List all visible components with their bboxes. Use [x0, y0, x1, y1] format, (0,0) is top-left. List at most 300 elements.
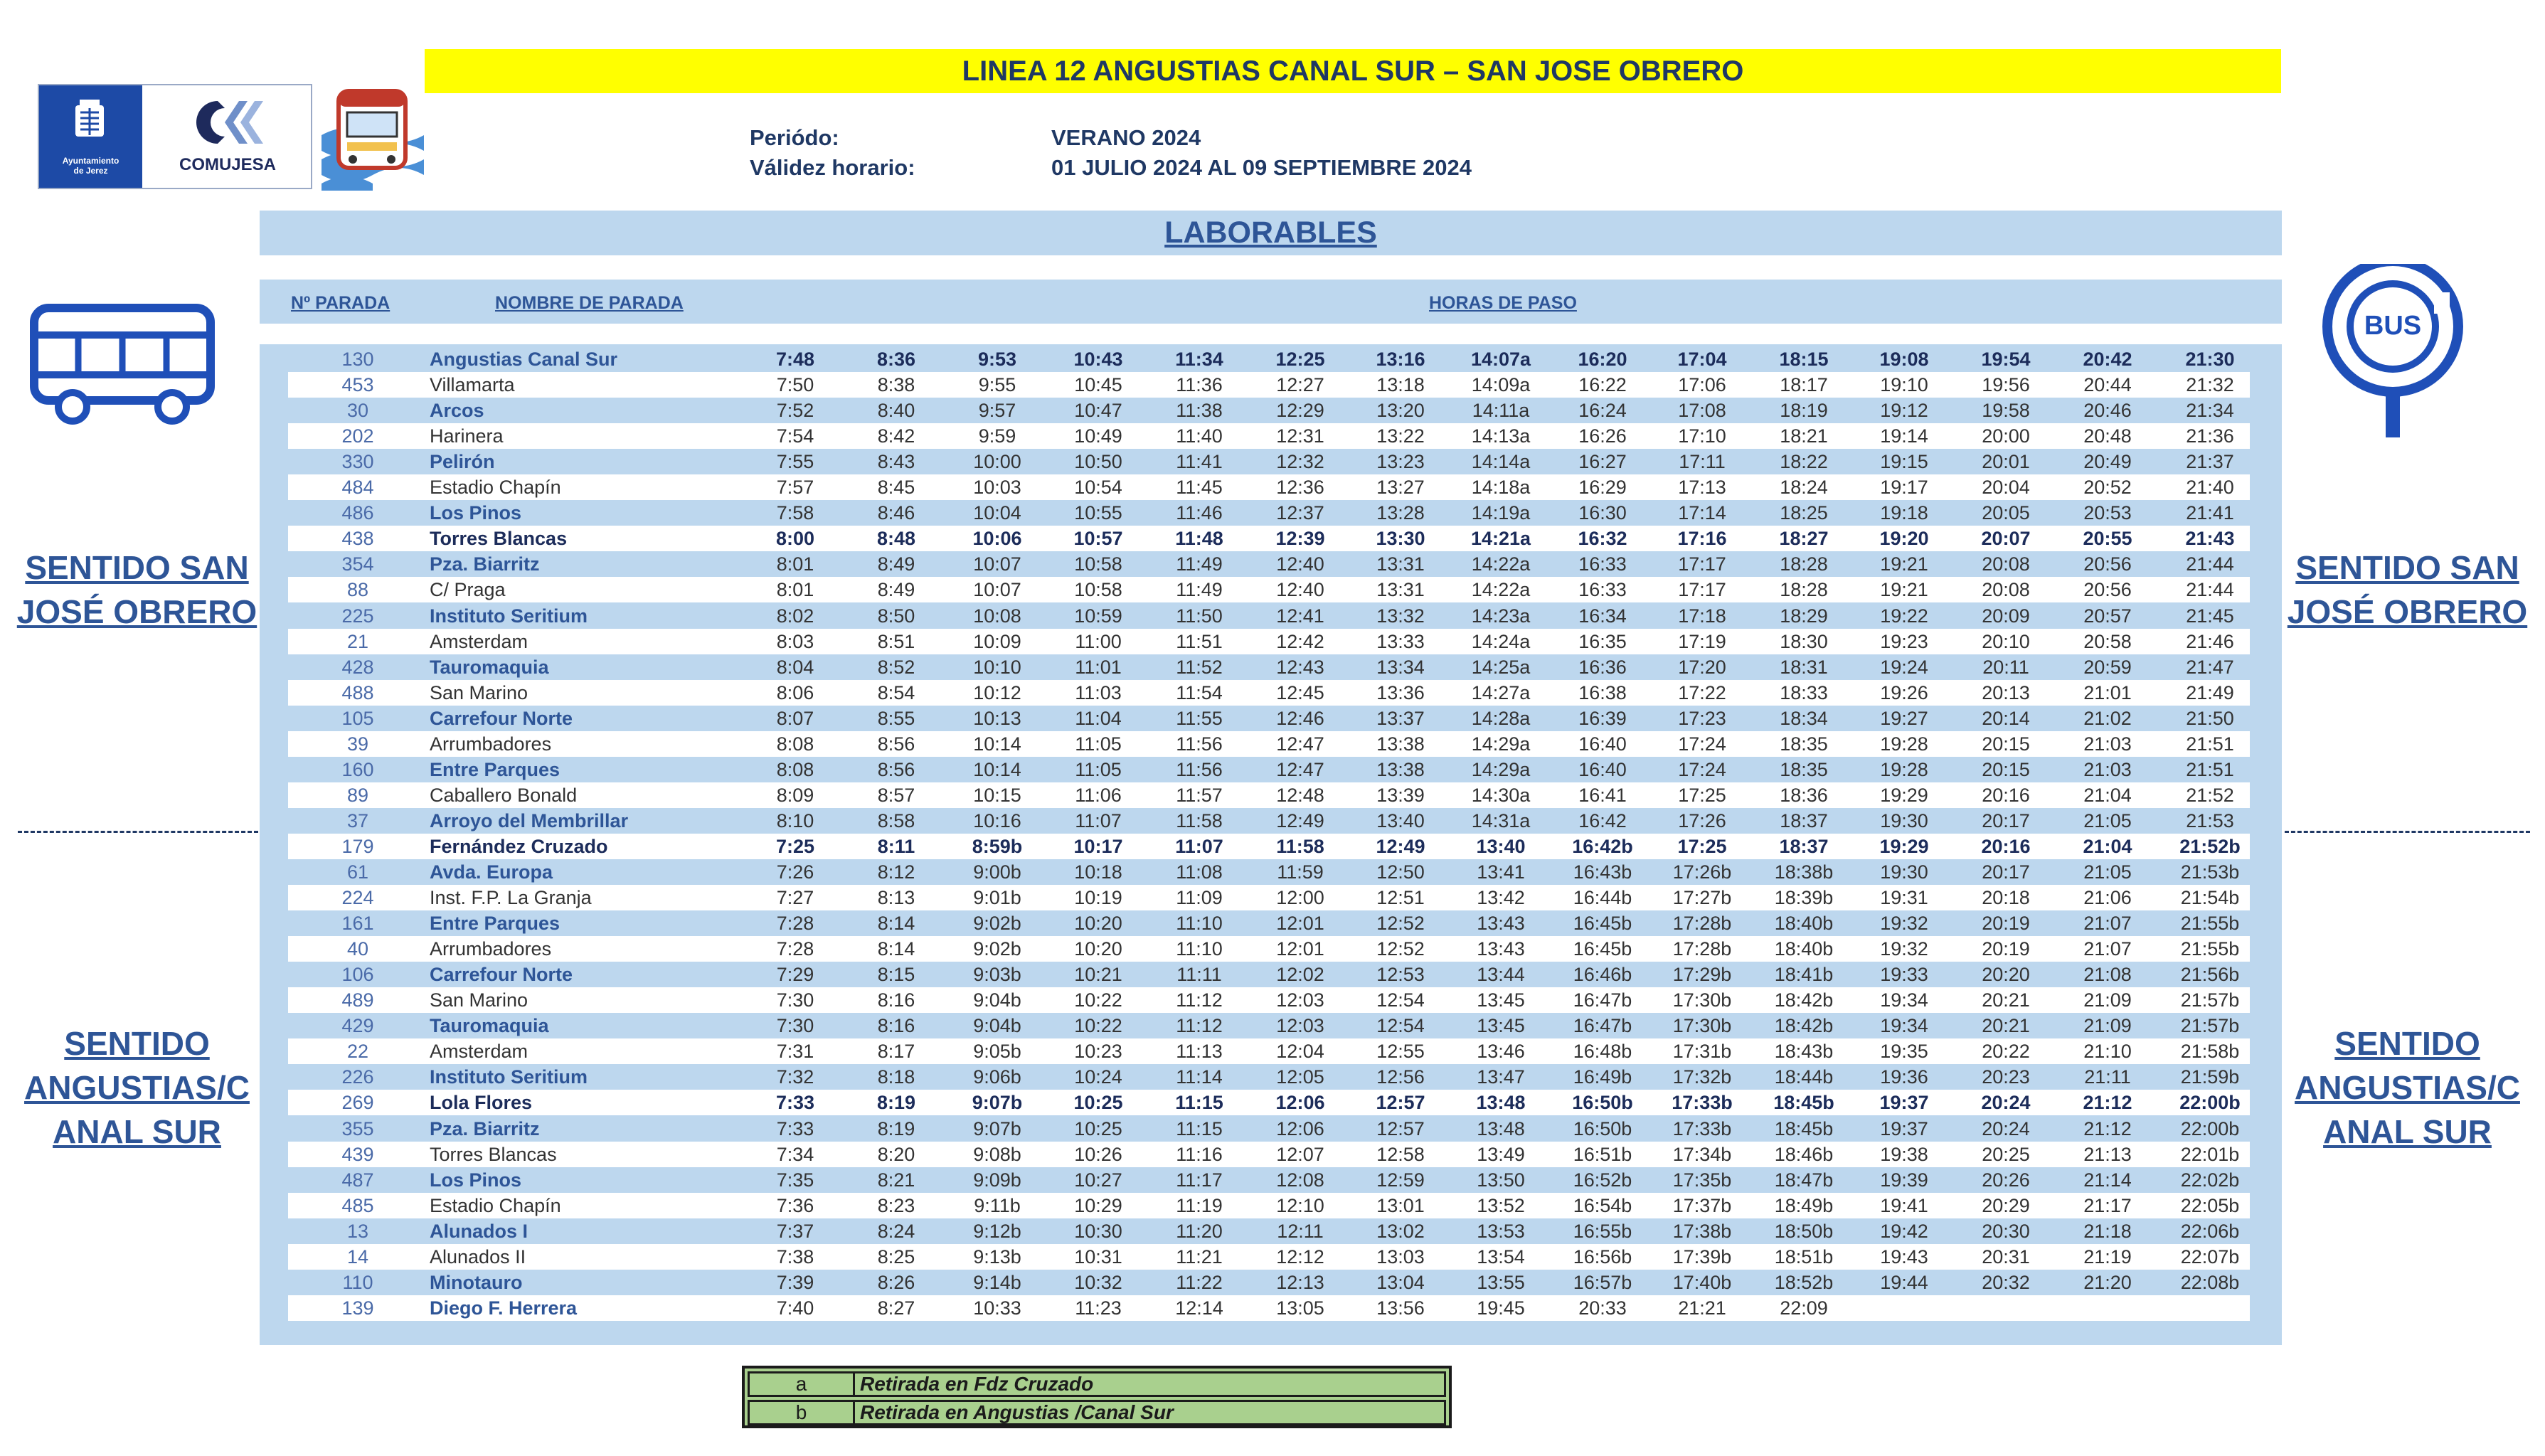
- departure-time: 18:43b: [1774, 1041, 1834, 1062]
- departure-time: 13:34: [1376, 657, 1425, 678]
- departure-time: 16:50b: [1573, 1118, 1632, 1139]
- stop-number: 224: [341, 887, 374, 908]
- departure-time: 13:20: [1376, 400, 1425, 421]
- direction-label-angustias-right: [2285, 1021, 2530, 1154]
- departure-time: 18:35: [1780, 733, 1828, 755]
- departure-time: 17:22: [1678, 682, 1726, 703]
- departure-time: 13:45: [1477, 1015, 1525, 1036]
- departure-time: 14:13a: [1471, 425, 1531, 447]
- departure-time: 9:14b: [973, 1272, 1021, 1293]
- direction-label-san-jose-left: [14, 546, 260, 634]
- departure-time: 9:07b: [972, 1092, 1023, 1113]
- departure-time: 10:08: [973, 605, 1021, 627]
- table-row: [288, 1038, 2250, 1064]
- stop-number: 160: [341, 759, 374, 780]
- table-row: [288, 654, 2250, 680]
- departure-time: 16:57b: [1573, 1272, 1632, 1293]
- departure-time: 9:06b: [973, 1066, 1021, 1088]
- departure-time: 19:20: [1879, 528, 1929, 549]
- departure-time: 18:24: [1780, 477, 1828, 498]
- departure-time: 8:18: [877, 1066, 915, 1088]
- departure-time: 20:01: [1982, 451, 2030, 472]
- departure-time: 13:01: [1376, 1195, 1425, 1216]
- stop-name: Estadio Chapín: [430, 477, 561, 498]
- departure-time: 8:55: [877, 708, 915, 729]
- departure-time: 8:03: [776, 631, 814, 652]
- departure-time: 16:27: [1578, 451, 1627, 472]
- table-row: [288, 859, 2250, 885]
- stop-number: 202: [341, 425, 374, 447]
- departure-time: 13:43: [1477, 938, 1525, 960]
- departure-time: 17:19: [1678, 631, 1726, 652]
- crest-icon: [73, 98, 106, 142]
- departure-time: 16:42b: [1572, 836, 1633, 857]
- departure-time: 12:54: [1376, 989, 1425, 1011]
- departure-time: 13:30: [1376, 528, 1425, 549]
- departure-time: 11:13: [1176, 1041, 1223, 1062]
- stop-number: 88: [346, 579, 369, 600]
- departure-time: 14:25a: [1471, 657, 1531, 678]
- departure-time: 21:12: [2083, 1118, 2132, 1139]
- departure-time: 10:22: [1074, 989, 1122, 1011]
- departure-time: 18:41b: [1774, 964, 1834, 985]
- departure-time: 11:41: [1176, 451, 1223, 472]
- departure-time: 8:46: [877, 502, 915, 524]
- stop-number: 179: [341, 836, 374, 857]
- departure-time: 12:01: [1276, 913, 1324, 934]
- departure-time: 19:45: [1477, 1297, 1525, 1319]
- departure-time: 12:58: [1376, 1144, 1425, 1165]
- stop-number: 106: [341, 964, 374, 985]
- departure-time: 17:32b: [1672, 1066, 1732, 1088]
- departure-time: 13:33: [1376, 631, 1425, 652]
- departure-time: 18:52b: [1774, 1272, 1834, 1293]
- departure-time: 13:41: [1477, 861, 1525, 883]
- departure-time: 10:07: [973, 579, 1021, 600]
- departure-time: 21:06: [2083, 887, 2132, 908]
- departure-time: 16:44b: [1573, 887, 1632, 908]
- departure-time: 11:14: [1176, 1066, 1223, 1088]
- departure-time: 21:07: [2083, 913, 2132, 934]
- stop-number: 486: [341, 502, 374, 524]
- departure-time: 12:49: [1376, 836, 1425, 857]
- departure-time: 9:09b: [973, 1169, 1021, 1191]
- departure-time: 18:51b: [1774, 1246, 1834, 1268]
- departure-time: 12:13: [1276, 1272, 1324, 1293]
- departure-time: 20:13: [1982, 682, 2030, 703]
- departure-time: 10:26: [1074, 1144, 1122, 1165]
- departure-time: 21:34: [2186, 400, 2234, 421]
- departure-time: 10:20: [1074, 913, 1122, 934]
- departure-time: 18:28: [1780, 553, 1828, 575]
- departure-time: 11:22: [1176, 1272, 1223, 1293]
- departure-time: 20:24: [1982, 1118, 2030, 1139]
- departure-time: 17:20: [1678, 657, 1726, 678]
- departure-time: 10:25: [1074, 1118, 1122, 1139]
- departure-time: 7:31: [776, 1041, 814, 1062]
- departure-time: 12:48: [1276, 785, 1324, 806]
- stop-name: Avda. Europa: [430, 861, 553, 883]
- departure-time: 18:47b: [1774, 1169, 1834, 1191]
- departure-time: 7:27: [776, 887, 814, 908]
- departure-time: 19:18: [1880, 502, 1928, 524]
- departure-time: 19:43: [1880, 1246, 1928, 1268]
- departure-time: 8:16: [877, 1015, 915, 1036]
- table-row: [288, 346, 2250, 372]
- departure-time: 13:42: [1477, 887, 1525, 908]
- departure-time: 20:10: [1982, 631, 2030, 652]
- departure-time: 22:02b: [2180, 1169, 2240, 1191]
- departure-time: 21:02: [2083, 708, 2132, 729]
- departure-time: 10:09: [973, 631, 1021, 652]
- departure-time: 17:04: [1677, 349, 1727, 370]
- departure-time: 8:01: [776, 579, 814, 600]
- departure-time: 11:21: [1176, 1246, 1223, 1268]
- stop-name: Amsterdam: [430, 631, 528, 652]
- bus-icon: [30, 304, 215, 425]
- departure-time: 19:34: [1880, 989, 1928, 1011]
- departure-time: 9:13b: [973, 1246, 1021, 1268]
- departure-time: 17:34b: [1672, 1144, 1732, 1165]
- departure-time: 21:05: [2083, 861, 2132, 883]
- departure-time: 10:32: [1074, 1272, 1122, 1293]
- validez-label: Válidez horario:: [750, 155, 915, 180]
- stop-name: Alunados II: [430, 1246, 526, 1268]
- departure-time: 14:22a: [1471, 579, 1531, 600]
- departure-time: 21:03: [2083, 733, 2132, 755]
- departure-time: 13:45: [1477, 989, 1525, 1011]
- departure-time: 19:29: [1880, 785, 1928, 806]
- departure-time: 16:54b: [1573, 1195, 1632, 1216]
- departure-time: 10:00: [973, 451, 1021, 472]
- departure-time: 10:17: [1073, 836, 1123, 857]
- stop-name: Arrumbadores: [430, 938, 552, 960]
- departure-time: 8:08: [776, 759, 814, 780]
- departure-time: 17:29b: [1672, 964, 1732, 985]
- departure-time: 16:55b: [1573, 1221, 1632, 1242]
- departure-time: 7:28: [776, 938, 814, 960]
- departure-time: 19:41: [1880, 1195, 1928, 1216]
- table-row: [288, 1295, 2250, 1321]
- departure-time: 9:59: [978, 425, 1016, 447]
- departure-time: 8:43: [877, 451, 915, 472]
- departure-time: 20:55: [2083, 528, 2132, 549]
- departure-time: 13:46: [1477, 1041, 1525, 1062]
- departure-time: 18:37: [1780, 810, 1828, 831]
- departure-time: 12:27: [1276, 374, 1324, 395]
- departure-time: 21:57b: [2180, 989, 2240, 1011]
- departure-time: 8:14: [877, 913, 915, 934]
- departure-time: 9:53: [977, 349, 1017, 370]
- departure-time: 20:18: [1982, 887, 2030, 908]
- departure-time: 18:39b: [1774, 887, 1834, 908]
- departure-time: 20:22: [1982, 1041, 2030, 1062]
- departure-time: 9:11b: [974, 1195, 1021, 1216]
- departure-time: 10:33: [973, 1297, 1021, 1319]
- direction-label-line: ANGUSTIAS/C: [24, 1069, 250, 1106]
- departure-time: 13:04: [1376, 1272, 1425, 1293]
- departure-time: 21:52b: [2179, 836, 2241, 857]
- departure-time: 21:03: [2083, 759, 2132, 780]
- table-row: [288, 731, 2250, 757]
- departure-time: 21:53b: [2180, 861, 2240, 883]
- departure-time: 19:15: [1880, 451, 1928, 472]
- departure-time: 20:15: [1982, 733, 2030, 755]
- departure-time: 7:40: [776, 1297, 814, 1319]
- departure-time: 11:46: [1176, 502, 1223, 524]
- departure-time: 17:30b: [1672, 989, 1732, 1011]
- departure-time: 10:27: [1074, 1169, 1122, 1191]
- stop-number: 330: [341, 451, 374, 472]
- departure-time: 9:02b: [973, 913, 1021, 934]
- stop-number: 139: [341, 1297, 374, 1319]
- departure-time: 12:47: [1276, 759, 1324, 780]
- stop-number: 484: [341, 477, 374, 498]
- departure-time: 11:58: [1276, 836, 1324, 857]
- bus-sign-text: BUS: [2364, 311, 2422, 341]
- departure-time: 10:19: [1074, 887, 1122, 908]
- header-stop-name: NOMBRE DE PARADA: [495, 293, 684, 313]
- departure-time: 9:05b: [973, 1041, 1021, 1062]
- departure-time: 19:35: [1880, 1041, 1928, 1062]
- departure-time: 8:17: [877, 1041, 915, 1062]
- table-row: [288, 1064, 2250, 1090]
- departure-time: 21:32: [2186, 374, 2234, 395]
- departure-time: 10:06: [972, 528, 1022, 549]
- departure-time: 11:51: [1176, 631, 1223, 652]
- departure-time: 7:50: [776, 374, 814, 395]
- departure-time: 8:42: [877, 425, 915, 447]
- departure-time: 12:59: [1376, 1169, 1425, 1191]
- departure-time: 19:08: [1879, 349, 1929, 370]
- departure-time: 12:54: [1376, 1015, 1425, 1036]
- table-row: [288, 757, 2250, 782]
- departure-time: 17:13: [1678, 477, 1726, 498]
- departure-time: 8:56: [877, 733, 915, 755]
- departure-time: 10:18: [1074, 861, 1122, 883]
- periodo-label: Periódo:: [750, 125, 839, 150]
- logo-text-ayuntamiento: Ayuntamiento: [62, 156, 119, 166]
- departure-time: 17:08: [1678, 400, 1726, 421]
- departure-time: 20:17: [1982, 810, 2030, 831]
- table-row: [288, 551, 2250, 577]
- stop-number: 40: [346, 938, 369, 960]
- departure-time: 9:03b: [973, 964, 1021, 985]
- table-row: [288, 474, 2250, 500]
- stop-number: 428: [341, 657, 374, 678]
- departure-time: 10:20: [1074, 938, 1122, 960]
- direction-label-line: ANAL SUR: [2323, 1113, 2492, 1150]
- departure-time: 21:17: [2083, 1195, 2132, 1216]
- departure-time: 11:48: [1175, 528, 1223, 549]
- departure-time: 13:18: [1376, 374, 1425, 395]
- departure-time: 17:33b: [1672, 1092, 1733, 1113]
- departure-time: 11:38: [1176, 400, 1223, 421]
- departure-time: 19:26: [1880, 682, 1928, 703]
- departure-time: 10:04: [973, 502, 1021, 524]
- departure-time: 21:09: [2083, 989, 2132, 1011]
- stop-name: Villamarta: [430, 374, 515, 395]
- departure-time: 13:44: [1477, 964, 1525, 985]
- departure-time: 12:00: [1276, 887, 1324, 908]
- departure-time: 12:14: [1175, 1297, 1223, 1319]
- departure-time: 10:21: [1074, 964, 1122, 985]
- departure-time: 20:33: [1578, 1297, 1627, 1319]
- departure-time: 8:49: [877, 579, 915, 600]
- departure-time: 11:12: [1176, 989, 1223, 1011]
- departure-time: 17:33b: [1672, 1118, 1732, 1139]
- departure-time: 8:02: [776, 605, 814, 627]
- departure-time: 17:25: [1678, 785, 1726, 806]
- departure-time: 20:21: [1982, 989, 2030, 1011]
- departure-time: 10:13: [973, 708, 1021, 729]
- departure-time: 8:38: [877, 374, 915, 395]
- departure-time: 12:11: [1277, 1221, 1324, 1242]
- departure-time: 10:10: [973, 657, 1021, 678]
- departure-time: 21:56b: [2180, 964, 2240, 985]
- stop-number: 488: [341, 682, 374, 703]
- departure-time: 10:23: [1074, 1041, 1122, 1062]
- departure-time: 20:16: [1981, 836, 2031, 857]
- departure-time: 8:19: [876, 1092, 916, 1113]
- departure-time: 21:08: [2083, 964, 2132, 985]
- departure-time: 18:31: [1780, 657, 1828, 678]
- departure-time: 8:01: [776, 553, 814, 575]
- departure-time: 8:15: [877, 964, 915, 985]
- departure-time: 11:10: [1176, 913, 1223, 934]
- stop-name: Diego F. Herrera: [430, 1297, 578, 1319]
- departure-time: 19:17: [1880, 477, 1928, 498]
- departure-time: 12:06: [1275, 1092, 1325, 1113]
- departure-time: 21:20: [2083, 1272, 2132, 1293]
- departure-time: 13:38: [1376, 733, 1425, 755]
- direction-label-line: JOSÉ OBRERO: [2287, 593, 2528, 630]
- direction-divider-right: [2285, 831, 2530, 833]
- departure-time: 21:01: [2083, 682, 2132, 703]
- table-row: [288, 500, 2250, 526]
- departure-time: 21:58b: [2180, 1041, 2240, 1062]
- departure-time: 8:59b: [972, 836, 1023, 857]
- departure-time: 10:59: [1074, 605, 1122, 627]
- legend-text: Retirada en Fdz Cruzado: [860, 1373, 1094, 1395]
- departure-time: 19:54: [1981, 349, 2031, 370]
- stop-name: Arrumbadores: [430, 733, 552, 755]
- table-row: [288, 449, 2250, 474]
- stop-name: Carrefour Norte: [430, 964, 573, 985]
- departure-time: 16:45b: [1573, 913, 1632, 934]
- departure-time: 10:25: [1073, 1092, 1123, 1113]
- departure-time: 17:31b: [1672, 1041, 1732, 1062]
- departure-time: 20:57: [2083, 605, 2132, 627]
- direction-label-line: SENTIDO: [64, 1025, 210, 1062]
- departure-time: 8:23: [877, 1195, 915, 1216]
- departure-time: 11:04: [1075, 708, 1122, 729]
- departure-time: 20:49: [2083, 451, 2132, 472]
- departure-time: 19:36: [1880, 1066, 1928, 1088]
- departure-time: 13:47: [1477, 1066, 1525, 1088]
- departure-time: 16:46b: [1573, 964, 1632, 985]
- departure-time: 9:08b: [973, 1144, 1021, 1165]
- departure-time: 17:17: [1678, 553, 1726, 575]
- departure-time: 17:06: [1678, 374, 1726, 395]
- stop-name: Tauromaquia: [430, 657, 549, 678]
- departure-time: 11:20: [1176, 1221, 1223, 1242]
- departure-time: 20:56: [2083, 579, 2132, 600]
- stop-name: Minotauro: [430, 1272, 523, 1293]
- departure-time: 12:37: [1276, 502, 1324, 524]
- departure-time: 19:42: [1880, 1221, 1928, 1242]
- departure-time: 18:28: [1780, 579, 1828, 600]
- departure-time: 17:38b: [1672, 1221, 1732, 1242]
- departure-time: 20:29: [1982, 1195, 2030, 1216]
- departure-time: 18:30: [1780, 631, 1828, 652]
- departure-time: 19:37: [1879, 1092, 1929, 1113]
- departure-time: 12:04: [1276, 1041, 1324, 1062]
- stop-name: Alunados I: [430, 1221, 528, 1242]
- departure-time: 8:54: [877, 682, 915, 703]
- departure-time: 12:36: [1276, 477, 1324, 498]
- departure-time: 7:29: [776, 964, 814, 985]
- departure-time: 21:37: [2186, 451, 2234, 472]
- departure-time: 21:46: [2186, 631, 2234, 652]
- departure-time: 8:51: [877, 631, 915, 652]
- departure-time: 20:04: [1982, 477, 2030, 498]
- departure-time: 21:44: [2186, 579, 2234, 600]
- departure-time: 21:54b: [2180, 887, 2240, 908]
- departure-time: 17:40b: [1672, 1272, 1732, 1293]
- departure-time: 18:34: [1780, 708, 1828, 729]
- departure-time: 21:51: [2186, 733, 2234, 755]
- departure-time: 13:31: [1376, 579, 1425, 600]
- departure-time: 20:26: [1982, 1169, 2030, 1191]
- departure-time: 8:36: [876, 349, 916, 370]
- departure-time: 8:13: [877, 887, 915, 908]
- departure-time: 19:32: [1880, 938, 1928, 960]
- departure-time: 16:47b: [1573, 1015, 1632, 1036]
- departure-time: 13:40: [1376, 810, 1425, 831]
- departure-time: 12:03: [1276, 1015, 1324, 1036]
- departure-time: 8:16: [877, 989, 915, 1011]
- departure-time: 7:48: [775, 349, 815, 370]
- direction-label-angustias-left: [14, 1021, 260, 1154]
- departure-time: 13:02: [1376, 1221, 1425, 1242]
- departure-time: 11:45: [1176, 477, 1223, 498]
- departure-time: 18:40b: [1774, 913, 1834, 934]
- departure-time: 20:52: [2083, 477, 2132, 498]
- departure-time: 16:41: [1578, 785, 1627, 806]
- departure-time: 19:29: [1879, 836, 1929, 857]
- departure-time: 8:11: [877, 836, 915, 857]
- departure-time: 8:45: [877, 477, 915, 498]
- departure-time: 20:00: [1982, 425, 2030, 447]
- departure-time: 20:42: [2083, 349, 2132, 370]
- table-row: [288, 603, 2250, 629]
- legend-row-b: [748, 1400, 1446, 1425]
- legend-text: Retirada en Angustias /Canal Sur: [860, 1401, 1174, 1423]
- stop-number: 89: [346, 785, 369, 806]
- departure-time: 8:04: [776, 657, 814, 678]
- direction-label-line: SENTIDO SAN: [2295, 549, 2519, 586]
- departure-time: 17:11: [1679, 451, 1726, 472]
- comujesa-mark-icon: [182, 98, 275, 148]
- departure-time: 20:16: [1982, 785, 2030, 806]
- departure-time: 12:46: [1276, 708, 1324, 729]
- departure-time: 21:05: [2083, 810, 2132, 831]
- departure-time: 19:33: [1880, 964, 1928, 985]
- departure-time: 10:24: [1074, 1066, 1122, 1088]
- departure-time: 12:02: [1276, 964, 1324, 985]
- departure-time: 18:44b: [1774, 1066, 1834, 1088]
